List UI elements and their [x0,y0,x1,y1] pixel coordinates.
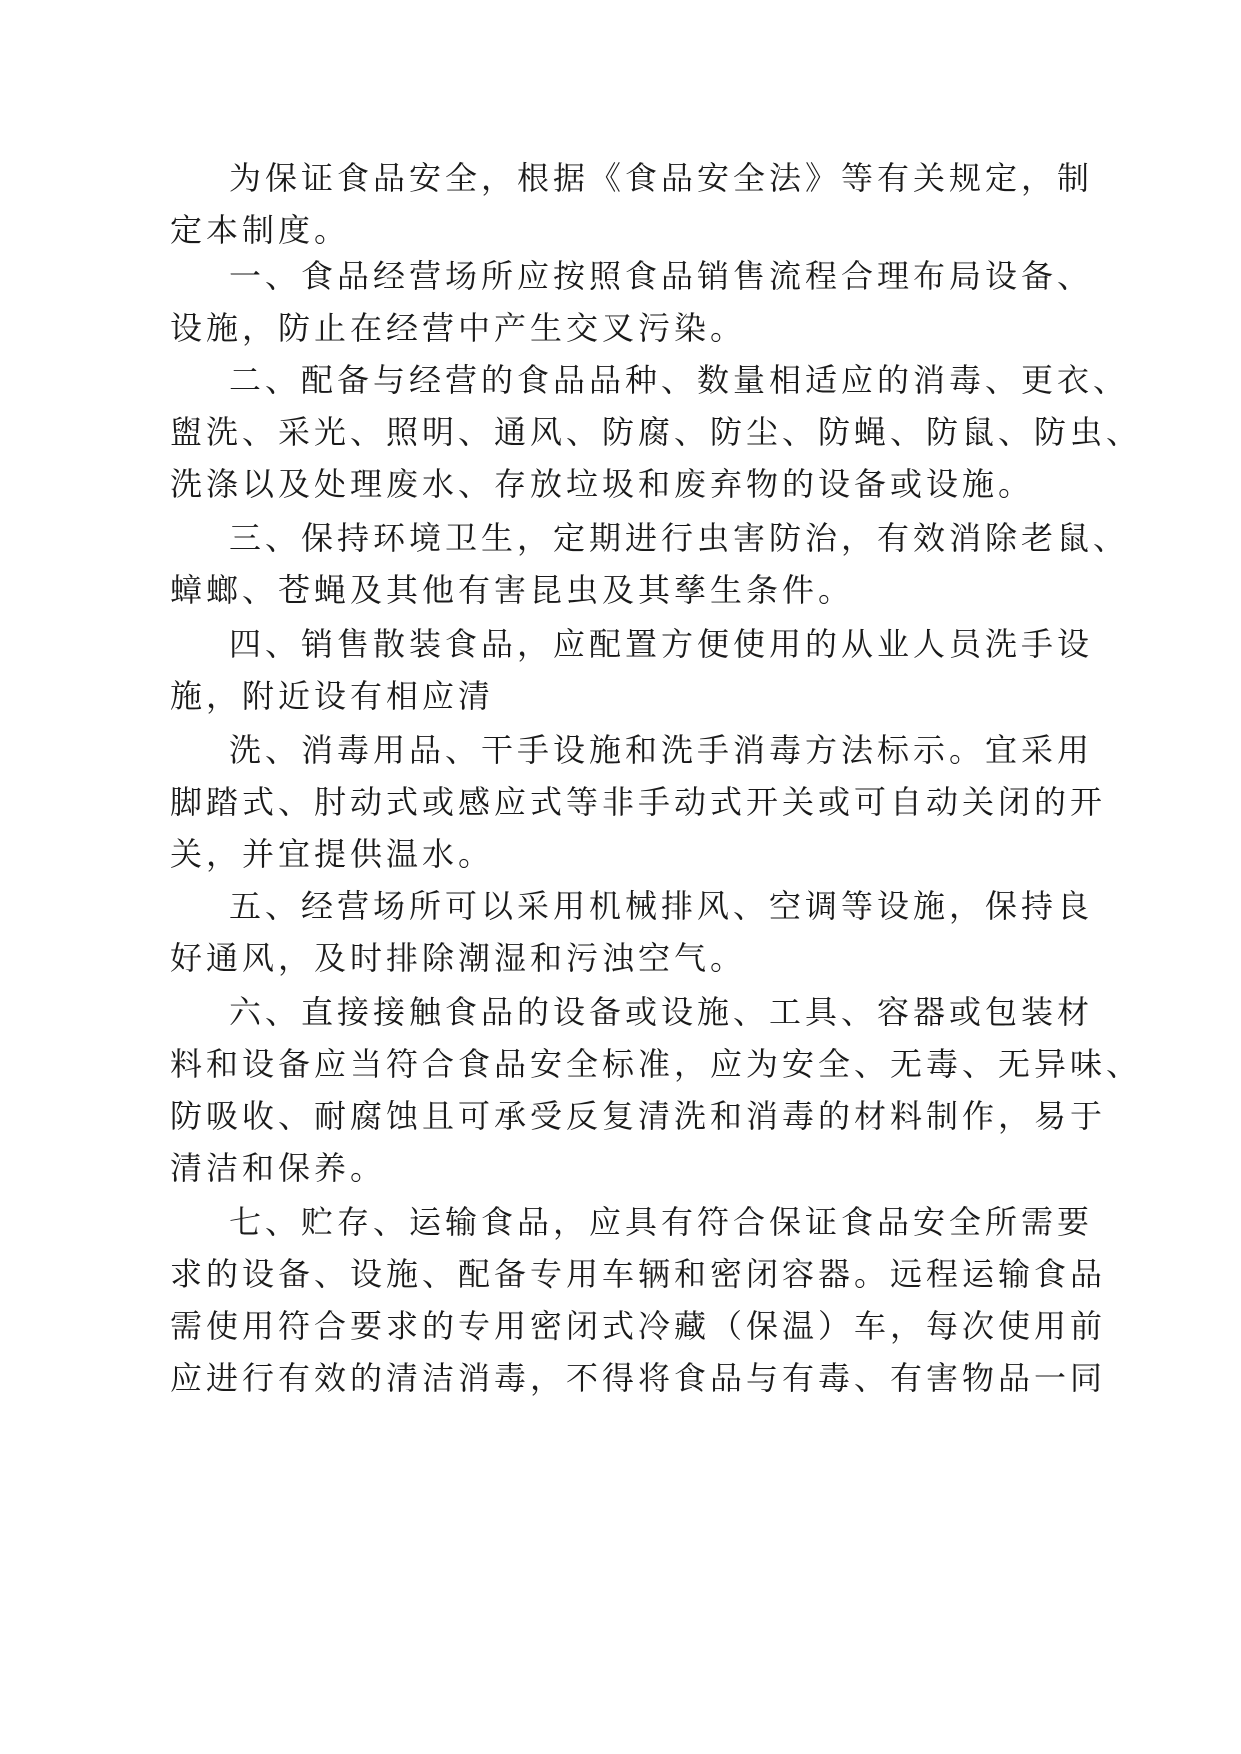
paragraph-line: 清洁和保养。 [170,1149,387,1187]
paragraph-line: 关，并宜提供温水。 [170,835,495,873]
paragraph-line: 洗涤以及处理废水、存放垃圾和废弃物的设备或设施。 [170,465,1035,503]
paragraph-line: 求的设备、设施、配备专用车辆和密闭容器。远程运输食品 [170,1255,1107,1293]
paragraph-line: 应进行有效的清洁消毒，不得将食品与有毒、有害物品一同 [170,1359,1107,1397]
paragraph-line: 六、直接接触食品的设备或设施、工具、容器或包装材 [229,993,1094,1031]
paragraph-line: 防吸收、耐腐蚀且可承受反复清洗和消毒的材料制作，易于 [170,1097,1107,1135]
paragraph-line: 为保证食品安全，根据《食品安全法》等有关规定，制 [229,159,1094,197]
paragraph-line: 盥洗、采光、照明、通风、防腐、防尘、防蝇、防鼠、防虫、 [170,413,1143,451]
paragraph-line: 好通风，及时排除潮湿和污浊空气。 [170,939,747,977]
paragraph-line: 洗、消毒用品、干手设施和洗手消毒方法标示。宜采用 [229,731,1094,769]
paragraph-line: 四、销售散装食品，应配置方便使用的从业人员洗手设 [229,625,1094,663]
paragraph-line: 一、食品经营场所应按照食品销售流程合理布局设备、 [229,257,1094,295]
paragraph-line: 定本制度。 [170,211,351,249]
paragraph-line: 需使用符合要求的专用密闭式冷藏（保温）车，每次使用前 [170,1307,1107,1345]
paragraph-line: 施，附近设有相应清 [170,677,495,715]
paragraph-line: 五、经营场所可以采用机械排风、空调等设施，保持良 [229,887,1094,925]
paragraph-line: 设施，防止在经营中产生交叉污染。 [170,309,747,347]
paragraph-line: 二、配备与经营的食品品种、数量相适应的消毒、更衣、 [229,361,1130,399]
paragraph-line: 三、保持环境卫生，定期进行虫害防治，有效消除老鼠、 [229,519,1130,557]
paragraph-line: 料和设备应当符合食品安全标准，应为安全、无毒、无异味、 [170,1045,1143,1083]
paragraph-line: 脚踏式、肘动式或感应式等非手动式开关或可自动关闭的开 [170,783,1107,821]
paragraph-line: 七、贮存、运输食品，应具有符合保证食品安全所需要 [229,1203,1094,1241]
paragraph-line: 蟑螂、苍蝇及其他有害昆虫及其孳生条件。 [170,571,855,609]
